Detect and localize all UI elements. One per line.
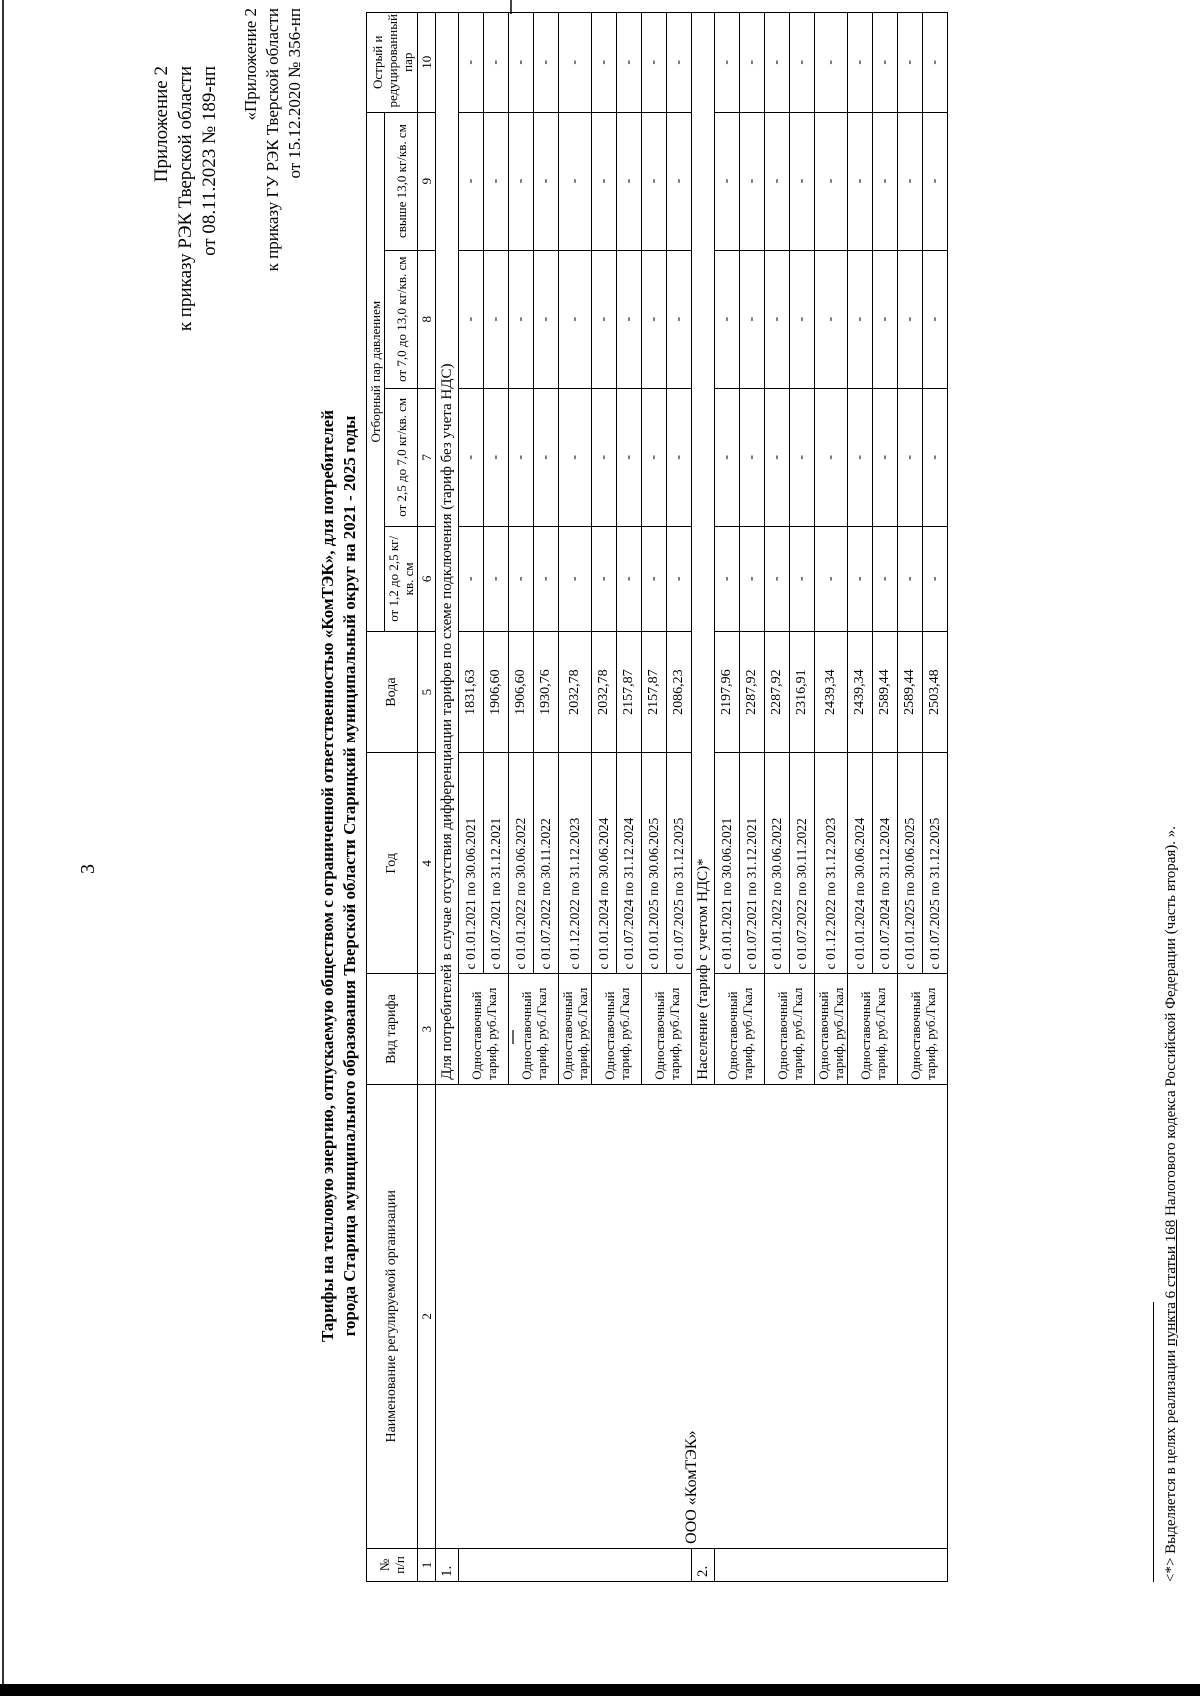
steam-tariff-cell: - — [765, 250, 790, 388]
steam-tariff-cell: - — [534, 112, 559, 250]
steam-tariff-cell: - — [765, 388, 790, 526]
period-cell: с 01.01.2025 по 30.06.2025 — [898, 753, 923, 974]
steam-tariff-cell: - — [509, 13, 534, 113]
steam-tariff-cell: - — [509, 112, 534, 250]
steam-tariff-cell: - — [459, 526, 484, 631]
appendix-line: к приказу ГУ РЭК Тверской области — [263, 8, 282, 272]
steam-tariff-cell: - — [484, 250, 509, 388]
steam-tariff-cell: - — [765, 526, 790, 631]
steam-tariff-cell: - — [848, 388, 873, 526]
footnote-link[interactable]: пункта 6 статьи 168 — [1163, 1219, 1179, 1347]
water-tariff-cell: 1906,60 — [509, 631, 534, 753]
steam-tariff-cell: - — [559, 112, 592, 250]
document-title — [317, 176, 361, 1576]
steam-tariff-cell: - — [592, 13, 617, 113]
steam-tariff-cell: - — [923, 112, 948, 250]
water-tariff-cell: 2316,91 — [790, 631, 815, 753]
steam-tariff-cell: - — [667, 13, 692, 113]
period-cell: с 01.12.2022 по 31.12.2023 — [559, 753, 592, 974]
appendix-line: «Приложение 2 — [241, 8, 260, 121]
steam-tariff-cell: - — [642, 250, 667, 388]
steam-tariff-cell: - — [740, 250, 765, 388]
period-cell: с 01.01.2025 по 30.06.2025 — [642, 753, 667, 974]
water-tariff-cell: 2589,44 — [873, 631, 898, 753]
steam-tariff-cell: - — [790, 250, 815, 388]
tariff-type-cell: Одноставочный тариф, руб./Гкал — [642, 974, 692, 1084]
period-cell: с 01.07.2025 по 31.12.2025 — [667, 753, 692, 974]
column-number: 9 — [418, 112, 436, 250]
steam-tariff-cell: - — [873, 388, 898, 526]
steam-tariff-cell: - — [740, 526, 765, 631]
steam-tariff-cell: - — [667, 388, 692, 526]
header-water: Вода — [367, 631, 418, 753]
column-number: 3 — [418, 974, 436, 1084]
steam-tariff-cell: - — [790, 13, 815, 113]
footnote — [1163, 826, 1180, 1582]
organization-name: ООО «КомТЭК» — [436, 1084, 948, 1548]
steam-tariff-cell: - — [923, 250, 948, 388]
water-tariff-cell: 2503,48 — [923, 631, 948, 753]
steam-tariff-cell: - — [873, 112, 898, 250]
appendix-line: от 15.12.2020 № 356-нп — [285, 8, 304, 179]
header-org: Наименование регулируемой организации — [367, 1084, 418, 1548]
header-steam-group: Отборный пар давлением — [367, 112, 385, 631]
steam-tariff-cell: - — [873, 13, 898, 113]
tariff-type-cell: Одноставочный тариф, руб./Гкал — [459, 974, 509, 1084]
steam-tariff-cell: - — [667, 250, 692, 388]
column-number: 8 — [418, 250, 436, 388]
period-cell: с 01.07.2021 по 31.12.2021 — [740, 753, 765, 974]
steam-tariff-cell: - — [642, 112, 667, 250]
footnote-prefix: <*> Выделяется в целях реализации — [1163, 1346, 1179, 1582]
steam-tariff-cell: - — [592, 526, 617, 631]
steam-tariff-cell: - — [642, 13, 667, 113]
steam-tariff-cell: - — [923, 526, 948, 631]
appendix-header — [150, 66, 222, 331]
steam-tariff-cell: - — [484, 388, 509, 526]
steam-tariff-cell: - — [534, 250, 559, 388]
steam-tariff-cell: - — [790, 112, 815, 250]
steam-tariff-cell: - — [873, 526, 898, 631]
title-line: Тарифы на тепловую энергию, отпускаемую обществом с ограниченной ответственностью «КомТЭК», для потребителей — [318, 410, 337, 1342]
section-header-row — [436, 13, 459, 1582]
period-cell: с 01.01.2024 по 30.06.2024 — [592, 753, 617, 974]
header-pressure-3: от 7,0 до 13,0 кг/кв. см — [385, 250, 418, 388]
period-cell: с 01.07.2022 по 30.11.2022 — [534, 753, 559, 974]
steam-tariff-cell: - — [484, 526, 509, 631]
steam-tariff-cell: - — [509, 388, 534, 526]
appendix-line: от 08.11.2023 № 189-нп — [199, 66, 220, 256]
header-pressure-4: свыше 13,0 кг/кв. см — [385, 112, 418, 250]
steam-tariff-cell: - — [898, 13, 923, 113]
steam-tariff-cell: - — [740, 112, 765, 250]
period-cell: с 01.07.2022 по 30.11.2022 — [790, 753, 815, 974]
steam-tariff-cell: - — [765, 112, 790, 250]
water-tariff-cell: 2157,87 — [642, 631, 667, 753]
water-tariff-cell: 2032,78 — [559, 631, 592, 753]
water-tariff-cell: 2032,78 — [592, 631, 617, 753]
tariff-type-cell: Одноставочный тариф, руб./Гкал — [559, 974, 592, 1084]
page-number: 3 — [77, 864, 99, 874]
column-number: 10 — [418, 13, 436, 113]
tariff-type-cell: Одноставочный тариф, руб./Гкал — [592, 974, 642, 1084]
appendix-line: к приказу РЭК Тверской области — [175, 66, 196, 332]
steam-tariff-cell: - — [815, 112, 848, 250]
steam-tariff-cell: - — [765, 13, 790, 113]
steam-tariff-cell: - — [559, 388, 592, 526]
steam-tariff-cell: - — [923, 13, 948, 113]
section-number: 1. — [436, 1548, 459, 1581]
steam-tariff-cell: - — [667, 112, 692, 250]
header-pressure-2: от 2,5 до 7,0 кг/кв. см — [385, 388, 418, 526]
steam-tariff-cell: - — [873, 250, 898, 388]
period-cell: с 01.07.2024 по 31.12.2024 — [617, 753, 642, 974]
steam-tariff-cell: - — [815, 388, 848, 526]
water-tariff-cell: 2439,34 — [848, 631, 873, 753]
tariff-table-body — [436, 13, 948, 1582]
steam-tariff-cell: - — [815, 250, 848, 388]
period-cell: с 01.01.2022 по 30.06.2022 — [509, 753, 534, 974]
steam-tariff-cell: - — [715, 112, 740, 250]
water-tariff-cell: 1906,60 — [484, 631, 509, 753]
tariff-type-cell: Одноставочный тариф, руб./Гкал — [715, 974, 765, 1084]
appendix-original-header — [240, 8, 306, 271]
section-number-spacer — [459, 1548, 692, 1581]
steam-tariff-cell: - — [848, 112, 873, 250]
steam-tariff-cell: - — [898, 526, 923, 631]
period-cell: с 01.01.2021 по 30.06.2021 — [459, 753, 484, 974]
steam-tariff-cell: - — [790, 388, 815, 526]
period-cell: с 01.07.2021 по 31.12.2021 — [484, 753, 509, 974]
period-cell: с 01.01.2022 по 30.06.2022 — [765, 753, 790, 974]
period-cell: с 01.07.2024 по 31.12.2024 — [873, 753, 898, 974]
tariff-type-cell: Одноставочный тариф, руб./Гкал — [815, 974, 848, 1084]
water-tariff-cell: 2197,96 — [715, 631, 740, 753]
steam-tariff-cell: - — [484, 112, 509, 250]
steam-tariff-cell: - — [534, 13, 559, 113]
steam-tariff-cell: - — [459, 388, 484, 526]
water-tariff-cell: 2086,23 — [667, 631, 692, 753]
water-tariff-cell: 2287,92 — [765, 631, 790, 753]
water-tariff-cell: 1930,76 — [534, 631, 559, 753]
column-number-row — [418, 13, 436, 1582]
steam-tariff-cell: - — [592, 250, 617, 388]
water-tariff-cell: 2589,44 — [898, 631, 923, 753]
column-number: 7 — [418, 388, 436, 526]
steam-tariff-cell: - — [898, 250, 923, 388]
steam-tariff-cell: - — [592, 112, 617, 250]
steam-tariff-cell: - — [740, 388, 765, 526]
steam-tariff-cell: - — [592, 388, 617, 526]
title-line: города Старица муниципального образования Тверской области Старицкий муниципальный округ на 2021 - 2025 годы — [340, 415, 359, 1337]
steam-tariff-cell: - — [740, 13, 765, 113]
steam-tariff-cell: - — [898, 388, 923, 526]
section-number-spacer — [715, 1548, 948, 1581]
steam-tariff-cell: - — [534, 526, 559, 631]
steam-tariff-cell: - — [923, 388, 948, 526]
column-number: 1 — [418, 1548, 436, 1581]
steam-tariff-cell: - — [459, 112, 484, 250]
steam-tariff-cell: - — [815, 526, 848, 631]
header-type: Вид тарифа — [367, 974, 418, 1084]
section-title: Население (тариф с учетом НДС)* — [692, 13, 715, 1085]
steam-tariff-cell: - — [617, 13, 642, 113]
water-tariff-cell: 1831,63 — [459, 631, 484, 753]
steam-tariff-cell: - — [617, 250, 642, 388]
header-sharp-steam: Острый и редуцированный пар — [367, 13, 418, 113]
column-number: 4 — [418, 753, 436, 974]
header-num: № п/п — [367, 1548, 418, 1581]
steam-tariff-cell: - — [459, 250, 484, 388]
steam-tariff-cell: - — [559, 526, 592, 631]
steam-tariff-cell: - — [534, 388, 559, 526]
steam-tariff-cell: - — [815, 13, 848, 113]
column-number: 5 — [418, 631, 436, 753]
period-cell: с 01.01.2021 по 30.06.2021 — [715, 753, 740, 974]
steam-tariff-cell: - — [715, 388, 740, 526]
steam-tariff-cell: - — [715, 526, 740, 631]
tariff-table — [366, 12, 948, 1582]
steam-tariff-cell: - — [559, 250, 592, 388]
column-number: 6 — [418, 526, 436, 631]
tariff-type-cell: Одноставочный тариф, руб./Гкал — [848, 974, 898, 1084]
water-tariff-cell: 2439,34 — [815, 631, 848, 753]
steam-tariff-cell: - — [642, 526, 667, 631]
footnote-suffix: Налогового кодекса Российской Федерации (часть вторая). ». — [1163, 825, 1179, 1220]
steam-tariff-cell: - — [848, 526, 873, 631]
header-year: Год — [367, 753, 418, 974]
steam-tariff-cell: - — [790, 526, 815, 631]
period-cell: с 01.12.2022 по 31.12.2023 — [815, 753, 848, 974]
steam-tariff-cell: - — [715, 250, 740, 388]
period-cell: с 01.07.2025 по 31.12.2025 — [923, 753, 948, 974]
tariff-type-cell: Одноставочный тариф, руб./Гкал — [898, 974, 948, 1084]
column-number: 2 — [418, 1084, 436, 1548]
steam-tariff-cell: - — [898, 112, 923, 250]
period-cell: с 01.01.2024 по 30.06.2024 — [848, 753, 873, 974]
steam-tariff-cell: - — [617, 526, 642, 631]
section-number: 2. — [692, 1548, 715, 1581]
water-tariff-cell: 2287,92 — [740, 631, 765, 753]
steam-tariff-cell: - — [484, 13, 509, 113]
steam-tariff-cell: - — [848, 250, 873, 388]
steam-tariff-cell: - — [509, 526, 534, 631]
steam-tariff-cell: - — [642, 388, 667, 526]
header-pressure-1: от 1,2 до 2,5 кг/кв. см — [385, 526, 418, 631]
steam-tariff-cell: - — [559, 13, 592, 113]
steam-tariff-cell: - — [509, 250, 534, 388]
steam-tariff-cell: - — [848, 13, 873, 113]
tariff-type-cell: Одноставочный тариф, руб./Гкал — [765, 974, 815, 1084]
steam-tariff-cell: - — [667, 526, 692, 631]
water-tariff-cell: 2157,87 — [617, 631, 642, 753]
section-title: Для потребителей в случае отсутствия дифференциации тарифов по схеме подключения (тариф без учета НДС) — [436, 13, 459, 1085]
steam-tariff-cell: - — [715, 13, 740, 113]
appendix-line: Приложение 2 — [151, 66, 172, 183]
steam-tariff-cell: - — [459, 13, 484, 113]
steam-tariff-cell: - — [617, 112, 642, 250]
steam-tariff-cell: - — [617, 388, 642, 526]
footnote-divider — [1153, 1302, 1154, 1582]
tariff-type-cell: Одноставочный тариф, руб./Гкал — [509, 974, 559, 1084]
